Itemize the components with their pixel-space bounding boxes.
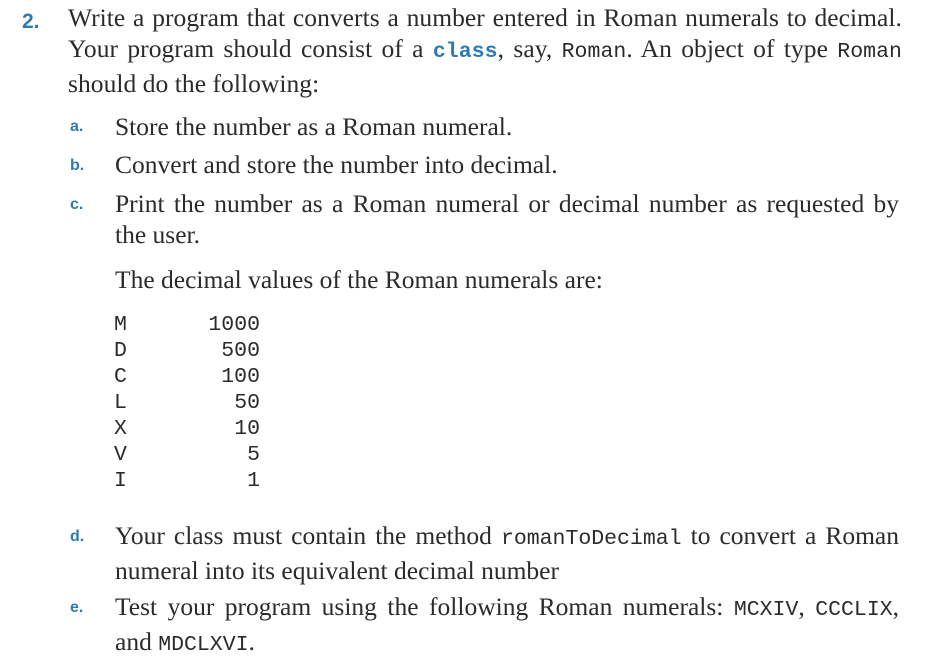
table-row [110, 416, 260, 442]
stem-text-3: . An object of type [626, 34, 838, 63]
test-numeral-2: CCCLIX [815, 598, 893, 622]
numeral-symbol: V [114, 443, 127, 467]
table-row [110, 364, 260, 390]
numeral-value: 5 [247, 443, 260, 467]
numeral-value: 1000 [208, 313, 260, 337]
class-name: Roman [561, 40, 627, 64]
numeral-symbol: D [114, 339, 127, 363]
item-d-text-1: Your class must contain the method [115, 521, 501, 550]
stem-text-1: Write a program that converts a number entered in Roman numerals to decimal. Your program should consist of a [68, 3, 902, 63]
numeral-value: 50 [234, 391, 260, 415]
problem-number: 2. [22, 10, 40, 33]
item-c-text: Print the number as a Roman numeral or decimal number as requested by the user. [115, 189, 899, 249]
numeral-value: 500 [221, 339, 260, 363]
table-row [110, 468, 260, 494]
item-e-marker: e. [70, 599, 84, 616]
numeral-symbol: L [114, 391, 127, 415]
item-c-marker: c. [70, 196, 84, 213]
stem-text-4: should do the following: [68, 69, 320, 98]
table-row [110, 390, 260, 416]
numeral-value: 100 [221, 365, 260, 389]
class-name-second: Roman [837, 40, 903, 64]
method-name: romanToDecimal [500, 527, 682, 551]
table-row [110, 442, 260, 468]
stem-text-2: , say, [497, 34, 562, 63]
item-a-text: Store the number as a Roman numeral. [115, 112, 513, 141]
item-e-text-1: Test your program using the following Roman numerals: [115, 592, 734, 621]
item-a-marker: a. [70, 118, 84, 135]
class-keyword: class [432, 40, 498, 64]
numeral-symbol: C [114, 365, 127, 389]
roman-numeral-table [110, 312, 260, 494]
table-row [110, 338, 260, 364]
item-d-marker: d. [70, 528, 85, 545]
numeral-value: 1 [247, 469, 260, 493]
test-numeral-3: MDCLXVI [158, 633, 249, 657]
item-e-sep-1: , [798, 592, 816, 621]
item-b-text: Convert and store the number into decimal. [115, 150, 558, 179]
table-row [110, 312, 260, 338]
numeral-symbol: X [114, 417, 127, 441]
item-e-text [115, 591, 899, 661]
numerals-intro: The decimal values of the Roman numerals are: [115, 265, 603, 294]
problem-stem [68, 2, 902, 99]
item-e-end: . [248, 627, 255, 656]
item-d-text-2: to convert a Roman numeral into its equivalent decimal number [115, 521, 899, 585]
test-numeral-1: MCXIV [733, 598, 799, 622]
item-d-text [115, 520, 899, 586]
numeral-symbol: I [114, 469, 127, 493]
numeral-symbol: M [114, 313, 127, 337]
numeral-value: 10 [234, 417, 260, 441]
item-e-sep-2: , and [115, 592, 900, 656]
item-b-marker: b. [70, 157, 85, 174]
